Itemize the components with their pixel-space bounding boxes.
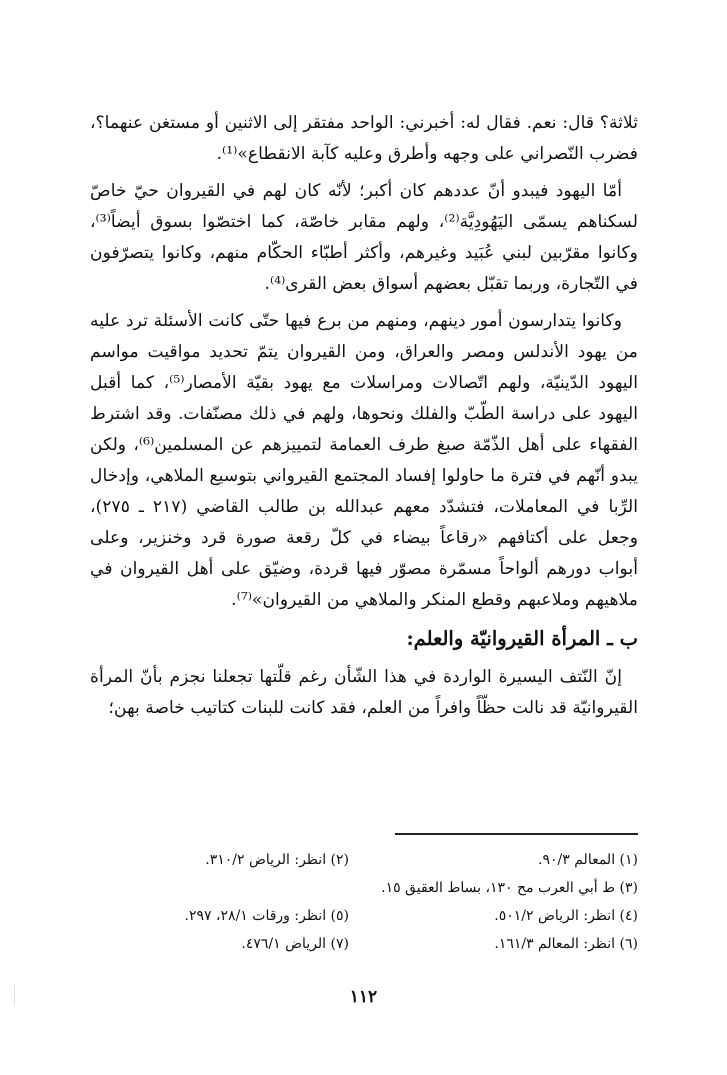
footnote-1: (١) المعالم ٩٠/٣. — [538, 852, 638, 868]
paragraph-women-knowledge: إنّ النّتف اليسيرة الواردة في هذا الشّأن رغم قلّتها تجعلنا نجزم بأنّ المرأة القيروانيّة قد نالت حظّاً وافراً من العلم، فقد كانت للبنات كتاتيب خاصة بهن؛ — [90, 667, 638, 718]
footnote-row — [60, 846, 638, 874]
footnote-3: (٣) ط أبي العرب مح ١٣٠، بساط العقيق ١٥. — [381, 880, 638, 896]
footnotes — [60, 846, 638, 958]
paragraph-christian-debate: ثلاثة؟ قال: نعم. فقال له: أخبرني: الواحد مفتقر إلى الاثنين أو مستغن عنهما؟، فضرب النّصراني على وجهه وأطرق وعليه كآبة الانقطاع»⁽¹⁾. — [90, 113, 638, 164]
footnote-row — [60, 902, 638, 930]
paragraph-jews-scholarship: وكانوا يتدارسون أمور دينهم، ومنهم من برع فيها حتّى كانت الأسئلة ترد عليه من يهود الأندلس ومصر والعراق، ومن القيروان يتمّ تحديد مواقيت مواسم اليهود الدّينيّة، ولهم اتّصالات ومراسلات مع يهود بقيّة الأمصار⁽⁵⁾، كما أقبل اليهود على دراسة الطّبّ والفلك ونحوها، ولهم في ذلك مصنّفات. وقد اشترط الفقهاء على أهل الذّمّة صبغ طرف العمامة لتمييزهم عن المسلمين⁽⁶⁾، ولكن يبدو أنّهم في فترة ما حاولوا إفساد المجتمع القيرواني بتوسيع الملاهي، وإدخال الرِّبا في المعاملات، فتشدّد معهم عبدالله بن طالب القاضي (٢١٧ ـ ٢٧٥)، وجعل على أكتافهم «رقاعاً بيضاء في كلّ رقعة صورة قرد وخنزير، وعلى أبواب دورهم ألواحاً مسمّرة مصوّر فيها قردة، وضيّق على أهل القيروان في ملاهيهم وملاعبهم وقطع المنكر والملاهي من القيروان»⁽⁷⁾. — [90, 311, 639, 610]
section-heading: ب ـ المرأة القيروانيّة والعلم: — [406, 627, 638, 650]
page-number: ١١٢ — [349, 987, 378, 1007]
footnote-separator — [395, 833, 638, 835]
footnote-row — [60, 874, 638, 902]
footnote-row — [60, 930, 638, 958]
paragraph-jews-quarter: أمّا اليهود فيبدو أنّ عددهم كان أكبر؛ لأنّه كان لهم في القيروان حيّ خاصّ لسكناهم يسمّى اليَهُودِيَّة⁽²⁾، ولهم مقابر خاصّة، كما اختصّوا بسوق أيضاً⁽³⁾، وكانوا مقرّبين لبني عُبَيد وغيرهم، وأكثر أطبّاء الحكّام منهم، وكانوا يتصرّفون في التّجارة، وربما تقبّل بعضهم أسواق بعض القرى⁽⁴⁾. — [90, 181, 638, 294]
footnote-4: (٤) انظر: الرياض ٥٠١/٢. — [494, 908, 638, 924]
page-body — [90, 108, 638, 730]
footnote-7: (٧) الرياض ٤٧٦/١. — [241, 936, 349, 952]
footnote-2: (٢) انظر: الرياض ٣١٠/٢. — [205, 852, 349, 868]
footnote-6: (٦) انظر: المعالم ١٦١/٣. — [494, 936, 638, 952]
footnote-5: (٥) انظر: ورقات ٢٨/١، ٢٩٧. — [184, 908, 349, 924]
